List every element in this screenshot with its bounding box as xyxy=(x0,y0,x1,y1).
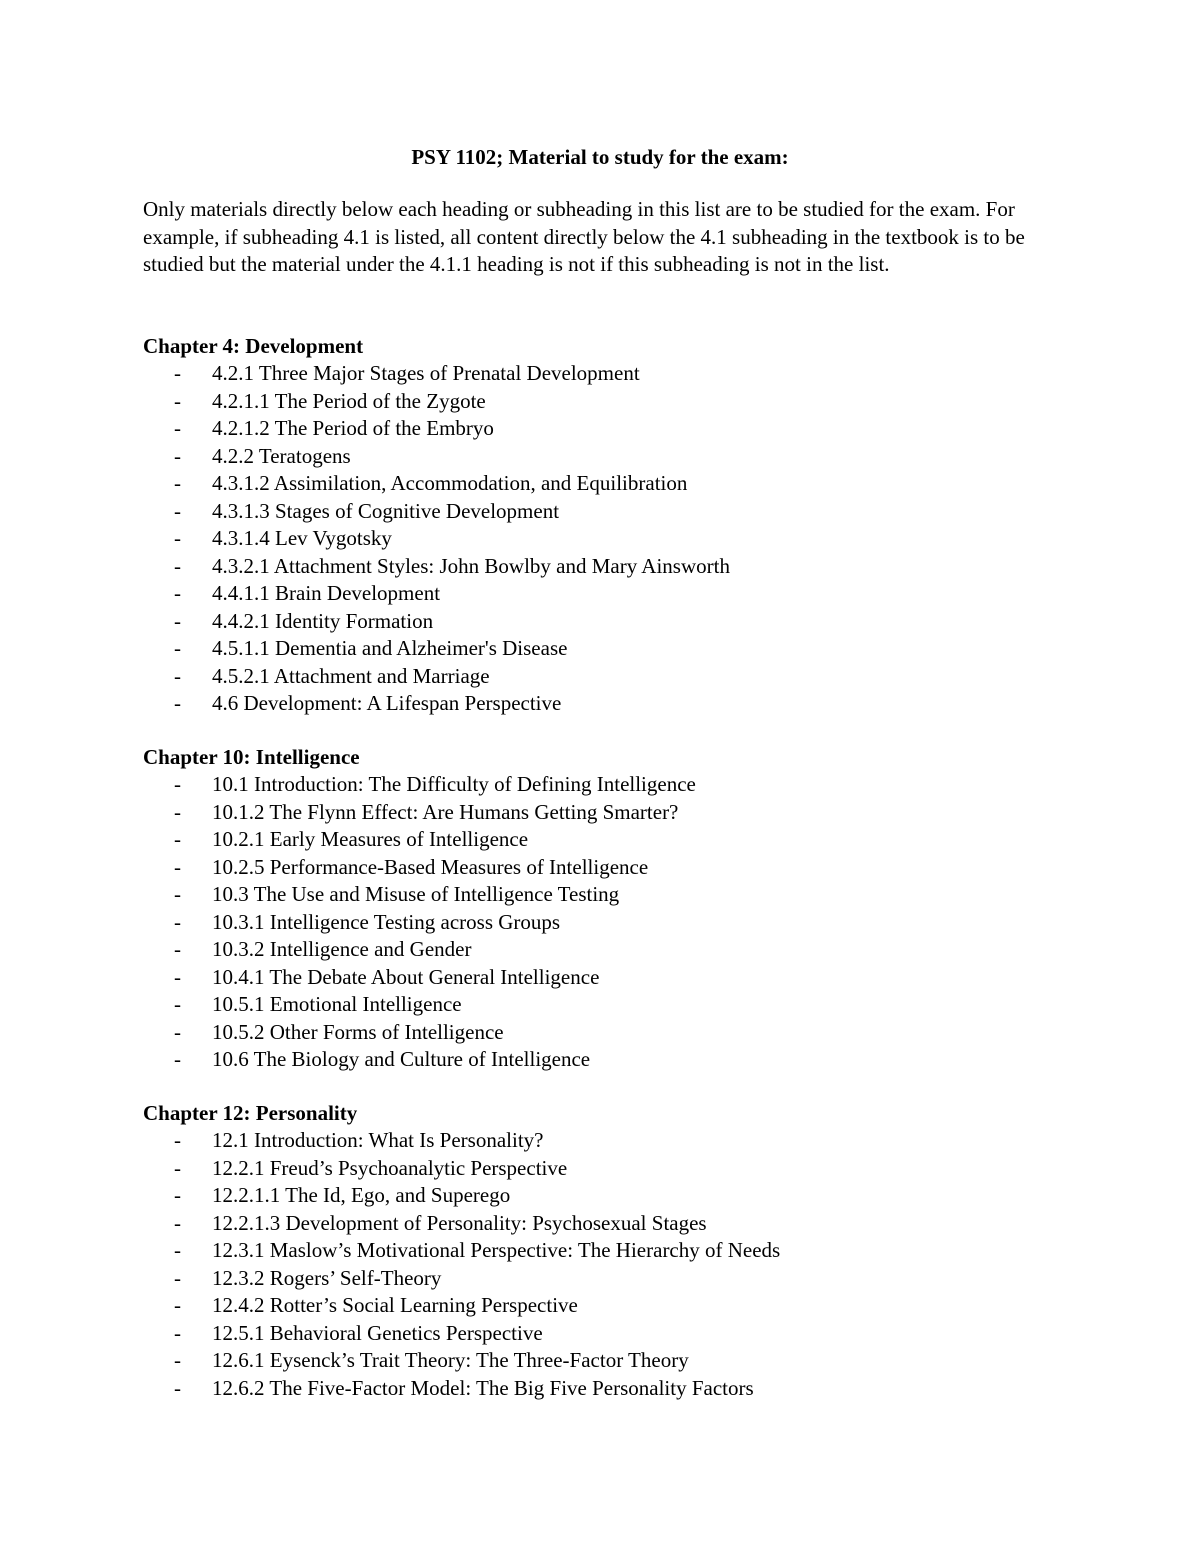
list-item-text: 10.1 Introduction: The Difficulty of Defining Intelligence xyxy=(212,772,696,796)
list-item xyxy=(143,991,1083,1019)
list-item-text: 4.6 Development: A Lifespan Perspective xyxy=(212,691,562,715)
bullet-dash: - xyxy=(174,1238,181,1262)
bullet-dash: - xyxy=(174,636,181,660)
list-item-text: 10.2.5 Performance-Based Measures of Intelligence xyxy=(212,854,649,879)
bullet-dash: - xyxy=(174,443,181,468)
list-item xyxy=(143,771,1083,799)
list-item xyxy=(143,525,1083,553)
list-item xyxy=(143,826,1083,854)
list-item-text: 12.6.1 Eysenck’s Trait Theory: The Three-Factor Theory xyxy=(212,1348,689,1372)
bullet-dash: - xyxy=(174,799,181,824)
list-item xyxy=(143,854,1083,882)
bullet-dash: - xyxy=(174,471,181,495)
list-item-text: 10.1.2 The Flynn Effect: Are Humans Getting Smarter? xyxy=(212,799,679,824)
intro-paragraph: Only materials directly below each heading or subheading in this list are to be studied for the exam. For example, if subheading 4.1 is listed, all content directly below the 4.1 subheading in the textbook is to be studied but the material under the 4.1.1 heading is not if this subheading is not in the list. xyxy=(143,197,1025,276)
bullet-dash: - xyxy=(174,992,181,1016)
list-item xyxy=(143,881,1083,909)
bullet-dash: - xyxy=(174,1210,181,1235)
list-item xyxy=(143,1046,1083,1074)
bullet-dash: - xyxy=(174,526,181,550)
list-item xyxy=(143,663,1083,691)
bullet-dash: - xyxy=(174,772,181,796)
list-item-text: 12.1 Introduction: What Is Personality? xyxy=(212,1128,544,1152)
chapter-heading: Chapter 4: Development xyxy=(143,334,364,358)
bullet-dash: - xyxy=(174,663,181,688)
list-item xyxy=(143,1127,1083,1155)
list-item-text: 4.2.2 Teratogens xyxy=(212,443,351,468)
list-item xyxy=(143,964,1083,992)
list-item-text: 4.3.2.1 Attachment Styles: John Bowlby and Mary Ainsworth xyxy=(212,553,730,578)
list-item-text: 4.3.1.4 Lev Vygotsky xyxy=(212,526,392,550)
list-item xyxy=(143,360,1083,388)
list-item-text: 4.4.2.1 Identity Formation xyxy=(212,608,434,633)
list-item xyxy=(143,580,1083,608)
list-item-text: 12.3.2 Rogers’ Self-Theory xyxy=(212,1265,442,1290)
bullet-dash: - xyxy=(174,1320,181,1345)
list-item-text: 12.2.1.3 Development of Personality: Psychosexual Stages xyxy=(212,1210,707,1235)
list-item-text: 10.4.1 The Debate About General Intelligence xyxy=(212,964,600,989)
bullet-dash: - xyxy=(174,1155,181,1180)
list-item xyxy=(143,909,1083,937)
bullet-dash: - xyxy=(174,1348,181,1372)
chapter-heading: Chapter 12: Personality xyxy=(143,1101,358,1125)
list-item xyxy=(143,1237,1083,1265)
list-item-text: 10.5.1 Emotional Intelligence xyxy=(212,992,462,1016)
list-item-text: 10.6 The Biology and Culture of Intelligence xyxy=(212,1047,591,1071)
bullet-dash: - xyxy=(174,1375,181,1400)
list-item-text: 10.3.2 Intelligence and Gender xyxy=(212,937,472,961)
list-item xyxy=(143,690,1083,718)
bullet-dash: - xyxy=(174,1128,181,1152)
list-item xyxy=(143,1292,1083,1320)
list-item xyxy=(143,553,1083,581)
list-item xyxy=(143,1320,1083,1348)
bullet-dash: - xyxy=(174,361,181,385)
bullet-dash: - xyxy=(174,1019,181,1044)
bullet-dash: - xyxy=(174,964,181,989)
chapter-section xyxy=(143,743,1083,1074)
bullet-dash: - xyxy=(174,416,181,440)
bullet-dash: - xyxy=(174,827,181,851)
list-item xyxy=(143,1210,1083,1238)
list-item-text: 4.2.1.1 The Period of the Zygote xyxy=(212,388,486,413)
bullet-dash: - xyxy=(174,854,181,879)
bullet-dash: - xyxy=(174,581,181,605)
document-title: PSY 1102; Material to study for the exam: xyxy=(411,145,789,169)
list-item-text: 4.2.1.2 The Period of the Embryo xyxy=(212,416,494,440)
list-item-text: 10.5.2 Other Forms of Intelligence xyxy=(212,1019,504,1044)
list-item xyxy=(143,470,1083,498)
bullet-dash: - xyxy=(174,498,181,523)
list-item xyxy=(143,388,1083,416)
topic-list xyxy=(143,360,1083,718)
list-item xyxy=(143,1265,1083,1293)
list-item xyxy=(143,1347,1083,1375)
bullet-dash: - xyxy=(174,1183,181,1207)
bullet-dash: - xyxy=(174,608,181,633)
bullet-dash: - xyxy=(174,1047,181,1071)
topic-list xyxy=(143,771,1083,1074)
list-item xyxy=(143,1155,1083,1183)
list-item-text: 12.2.1.1 The Id, Ego, and Superego xyxy=(212,1183,511,1207)
list-item xyxy=(143,498,1083,526)
list-item-text: 4.5.1.1 Dementia and Alzheimer's Disease xyxy=(212,636,568,660)
list-item-text: 4.3.1.3 Stages of Cognitive Development xyxy=(212,498,560,523)
chapter-heading: Chapter 10: Intelligence xyxy=(143,745,360,769)
list-item-text: 4.5.2.1 Attachment and Marriage xyxy=(212,663,490,688)
list-item-text: 4.2.1 Three Major Stages of Prenatal Development xyxy=(212,361,640,385)
list-item xyxy=(143,799,1083,827)
list-item xyxy=(143,936,1083,964)
list-item-text: 12.5.1 Behavioral Genetics Perspective xyxy=(212,1320,543,1345)
chapter-section xyxy=(143,1099,1083,1402)
list-item-text: 12.4.2 Rotter’s Social Learning Perspective xyxy=(212,1293,578,1317)
list-item-text: 12.3.1 Maslow’s Motivational Perspective: The Hierarchy of Needs xyxy=(212,1238,781,1262)
list-item-text: 10.3.1 Intelligence Testing across Groups xyxy=(212,909,561,934)
bullet-dash: - xyxy=(174,1265,181,1290)
list-item xyxy=(143,443,1083,471)
bullet-dash: - xyxy=(174,882,181,906)
list-item xyxy=(143,415,1083,443)
list-item-text: 12.2.1 Freud’s Psychoanalytic Perspective xyxy=(212,1155,568,1180)
list-item xyxy=(143,1182,1083,1210)
list-item-text: 4.3.1.2 Assimilation, Accommodation, and Equilibration xyxy=(212,471,688,495)
list-item-text: 12.6.2 The Five-Factor Model: The Big Five Personality Factors xyxy=(212,1375,754,1400)
bullet-dash: - xyxy=(174,691,181,715)
list-item xyxy=(143,635,1083,663)
list-item xyxy=(143,608,1083,636)
bullet-dash: - xyxy=(174,909,181,934)
topic-list xyxy=(143,1127,1083,1402)
list-item-text: 10.3 The Use and Misuse of Intelligence Testing xyxy=(212,882,620,906)
list-item-text: 10.2.1 Early Measures of Intelligence xyxy=(212,827,529,851)
bullet-dash: - xyxy=(174,388,181,413)
chapter-section xyxy=(143,332,1083,718)
list-item xyxy=(143,1019,1083,1047)
bullet-dash: - xyxy=(174,553,181,578)
bullet-dash: - xyxy=(174,1293,181,1317)
bullet-dash: - xyxy=(174,937,181,961)
list-item xyxy=(143,1375,1083,1403)
list-item-text: 4.4.1.1 Brain Development xyxy=(212,581,441,605)
